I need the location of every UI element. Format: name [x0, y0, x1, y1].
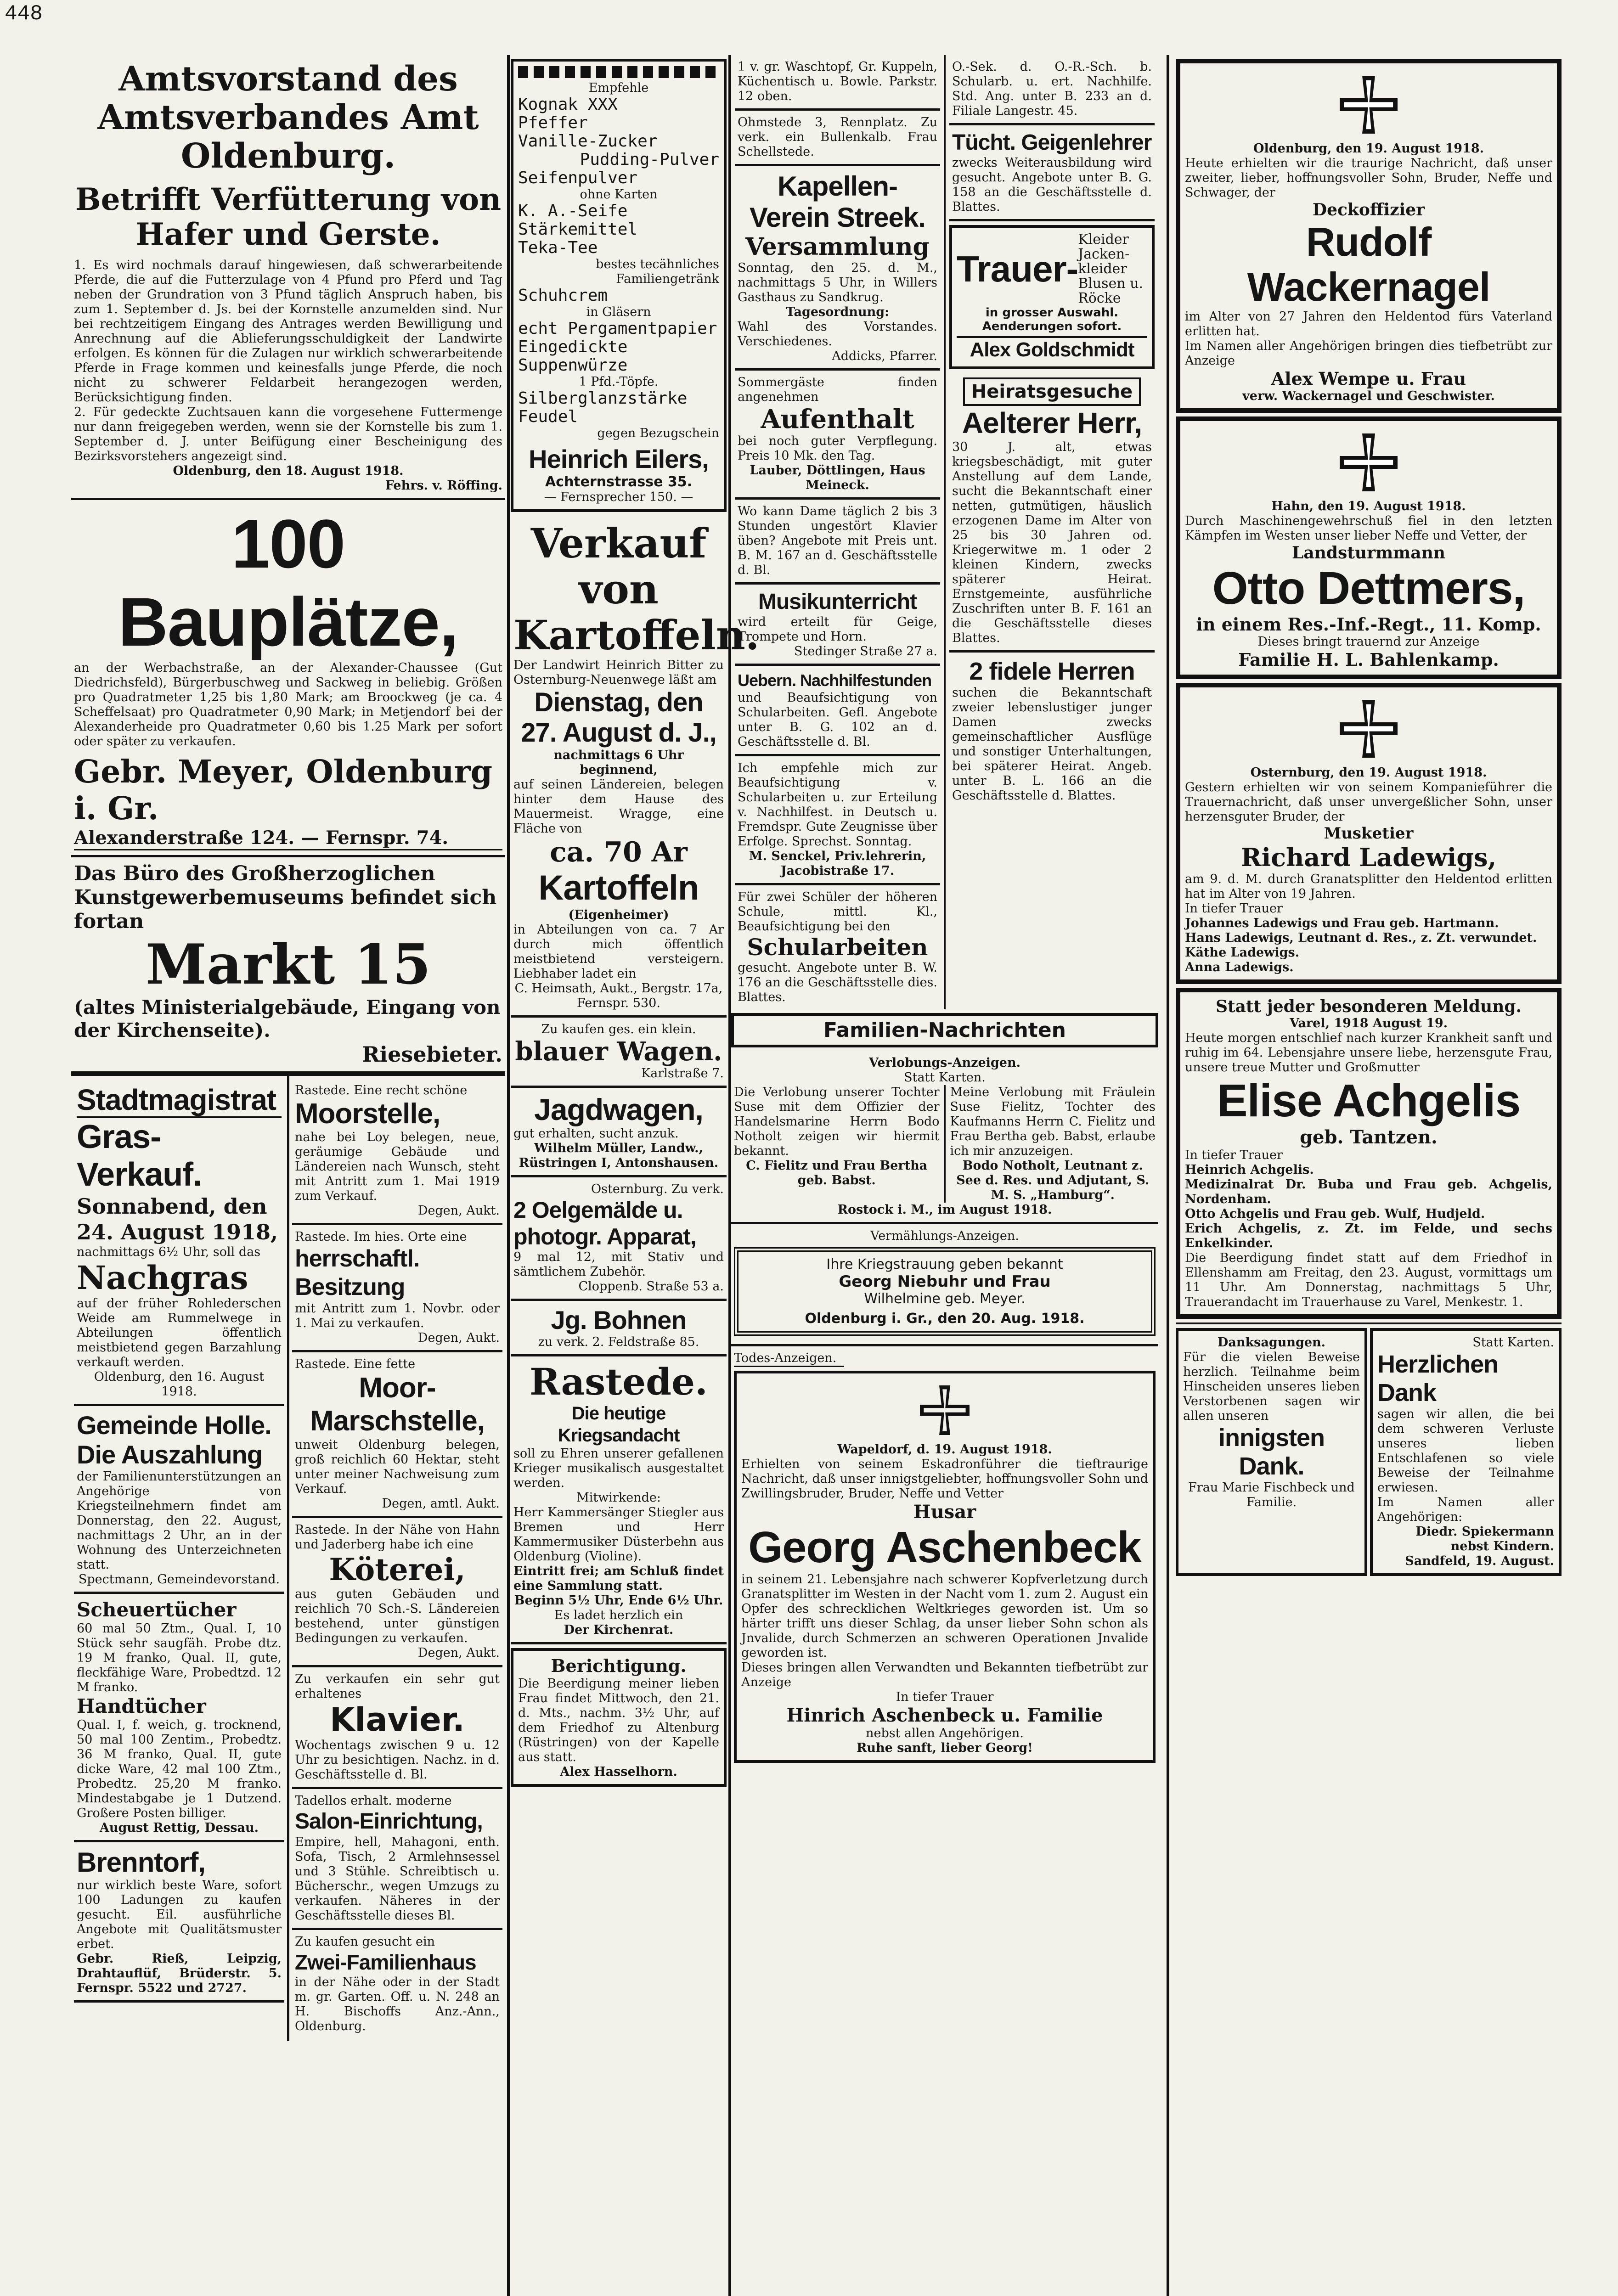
ad-rank: Musketier: [1324, 824, 1414, 843]
ad-date: Osternburg, den 19. August 1918.: [1250, 765, 1487, 780]
ad-text: mit Antritt zum 1. Novbr. oder 1. Mai zu verkaufen.: [295, 1301, 500, 1330]
ad-text: bei noch guter Verpflegung. Preis 10 Mk. den Tag.: [738, 434, 937, 463]
ad-berichtigung: [511, 1648, 727, 1787]
ad-sub: In tiefer Trauer: [1185, 901, 1283, 916]
ad-headline: Schularbeiten: [747, 934, 928, 961]
ad-stadtmagistrat: [74, 1079, 284, 1406]
ad-title: Gras-Verkauf.: [77, 1119, 202, 1193]
ad-intro: Statt Karten.: [904, 1070, 986, 1085]
ad-text: der Familienunterstützungen an Angehörige von Kriegsteilnehmern findet am Donnerstag, den 22. August, nachmittags 2 Uhr, an in der Wohnung des Unterzeichneten statt.: [77, 1469, 282, 1572]
product-item: Seifenpulver: [518, 169, 638, 187]
ad-signature: Alex Wempe u. Frau: [1271, 368, 1466, 389]
ad-text: Heute morgen entschlief nach kurzer Krankheit sanft und ruhig im 64. Lebensjahre unsere liebe, herzensgute Frau, unsere treue Mutter und Großmutter: [1185, 1031, 1552, 1075]
ad-text: Die Verlobung unserer Tochter Suse mit dem Offizier der Handelsmarine Herrn Bodo Notholt zeigen wir hiermit bekannt.: [734, 1085, 940, 1158]
ad-text: in seinem 21. Lebensjahre nach schwerer Kopfverletzung durch Granatsplitter im Westen in der Nacht vom 1. zum 2. August ein Opfer des schrecklichen Weltkrieges geworden ist. Um so härter trifft uns dieser Schlag, da unser lieber Sohn schon als Jnvalide, durch Schmerzen an schweren Operationen Jnvalide geworden ist.: [741, 1572, 1148, 1660]
ad-signature: C. Heimsath, Aukt., Bergstr. 17a, Fernspr. 530.: [514, 981, 723, 1010]
ad-intro: Rastede. Eine fette: [295, 1357, 416, 1371]
ad-danksagung-spiekermann: [1370, 1328, 1562, 1576]
ad-text: Herr Kammersänger Stiegler aus Bremen und Herr Kammermusiker Düsterbehn aus Oldenburg (Violine).: [513, 1505, 724, 1564]
ad-text: am 9. d. M. durch Granatsplitter den Heldentod erlitten hat im Alter von 19 Jahren.: [1185, 872, 1552, 901]
ad-aufenthalt: [735, 371, 940, 500]
ad-signature: Erich Achgelis, z. Zt. im Felde, und sechs Enkelkinder.: [1185, 1221, 1552, 1250]
ad-text: aus guten Gebäuden und reichlich 70 Sch.-S. Ländereien bestehend, unter günstigen Bedingungen zu verkaufen.: [295, 1587, 500, 1645]
ad-gemeinde-holle: [74, 1406, 284, 1594]
ad-signature: Hinrich Aschenbeck u. Familie: [786, 1705, 1103, 1726]
ad-date: Oldenburg, den 19. August 1918.: [1253, 141, 1484, 156]
ad-text: Dieses bringt trauernd zur Anzeige: [1257, 635, 1480, 649]
column-rule: [507, 55, 510, 2296]
ad-sub: In tiefer Trauer: [896, 1690, 994, 1704]
ad-date: Sandfeld, 19. August.: [1405, 1554, 1554, 1568]
ad-signature: Hans Ladewigs, Leutnant d. Res., z. Zt. verwundet.: [1185, 931, 1537, 945]
ad-date: Oldenburg, den 18. August 1918.: [173, 464, 404, 478]
ad-address: Cloppenb. Straße 53 a.: [578, 1279, 724, 1294]
ad-headline: Zwei-Familienhaus: [295, 1950, 476, 1974]
ad-headline: Gemeinde Holle.: [77, 1411, 271, 1440]
ad-goldschmidt: [949, 225, 1155, 369]
ad-headline: Statt jeder besonderen Meldung.: [1215, 997, 1522, 1016]
ad-rank: Deckoffizier: [1312, 200, 1425, 219]
ad-item: Nachgras: [77, 1259, 248, 1297]
product-item: Blusen u.: [1078, 276, 1144, 292]
ad-signature: Gebr. Rieß, Leipzig, Drahtauflüf, Brüderstr. 5. Fernspr. 5522 und 2727.: [77, 1952, 282, 1995]
ad-text: in der Nähe oder in der Stadt m. gr. Garten. Off. u. N. 248 an H. Bischoffs Anz.-Ann., Oldenburg.: [295, 1975, 500, 2033]
ad-sub: Tagesordnung:: [785, 305, 890, 319]
ad-text: in grosser Auswahl.: [985, 306, 1119, 320]
ad-signature: Wilhelm Müller, Landw., Rüstringen I, Antonshausen.: [519, 1141, 719, 1170]
ad-text: 1 v. gr. Waschtopf, Gr. Kuppeln, Küchentisch u. Bowle. Parkstr. 12 oben.: [738, 60, 937, 103]
ad-text: soll zu Ehren unserer gefallenen Krieger musikalisch ausgestaltet werden.: [513, 1446, 724, 1490]
product-item: Silberglanzstärke: [518, 389, 688, 408]
ad-headline: Scheuertücher: [77, 1598, 237, 1621]
ad-signature: August Rettig, Dessau.: [99, 1821, 259, 1835]
ad-signature: nebst allen Angehörigen.: [866, 1726, 1024, 1740]
ad-headline: Jagdwagen,: [534, 1092, 703, 1126]
ad-intro: Rastede. Im hies. Orte eine: [295, 1230, 467, 1244]
ad-time: nachmittags 6½ Uhr, soll das: [77, 1245, 261, 1259]
ad-text: 9 mal 12, mit Stativ und sämtlichem Zubehör.: [513, 1250, 724, 1279]
ad-date: Dienstag, den 27. August d. J.,: [521, 687, 716, 748]
ad-date: Oldenburg, den 16. August 1918.: [94, 1370, 265, 1399]
ad-headline: Uebern. Nachhilfestunden: [738, 671, 932, 690]
ad-signature: Es ladet herzlich ein: [554, 1608, 683, 1622]
ad-intro: Rastede. In der Nähe von Hahn und Jaderberg habe ich eine: [295, 1523, 500, 1552]
ad-name: Georg Aschenbeck: [748, 1523, 1141, 1572]
ad-name: Rudolf Wackernagel: [1247, 219, 1490, 310]
product-item: Schuhcrem: [518, 286, 608, 305]
ad-names: Georg Niebuhr und Frau: [839, 1272, 1051, 1291]
ad-text: Das Büro des Großherzoglichen Kunstgewerbemuseums befindet sich fortan: [74, 862, 497, 933]
ad-klavier-ueben: [735, 500, 940, 585]
ad-subject: Betrifft Verfütterung von Hafer und Gerste.: [75, 181, 502, 252]
ad-signature: Degen, Aukt.: [417, 1646, 500, 1660]
ad-text: Im Namen aller Angehörigen bringen dies tiefbetrübt zur Anzeige: [1185, 339, 1552, 368]
ad-text: nahe bei Loy belegen, neue, geräumige Gebäude und Ländereien nach Wunsch, steht mit Antritt zum 1. Mai 1919 zum Verkauf.: [295, 1130, 500, 1203]
ad-signature: Heinrich Achgelis.: [1185, 1163, 1314, 1177]
ad-text: Im Namen aller Angehörigen:: [1377, 1495, 1554, 1524]
section-familien-nachrichten: [731, 1013, 1158, 1047]
ad-date: Oldenburg i. Gr., den 20. Aug. 1918.: [805, 1311, 1085, 1327]
section-label: Verlobungs-Anzeigen.: [869, 1056, 1020, 1070]
ad-area: ca. 70 Ar: [550, 836, 688, 868]
ad-text: Dieses bringen allen Verwandten und Bekannten tiefbetrübt zur Anzeige: [741, 1660, 1148, 1689]
ad-todes-aschenbeck: [731, 1346, 1158, 1771]
ad-note: (altes Ministerialgebäude, Eingang von der Kirchenseite).: [74, 996, 501, 1041]
ad-text: Qual. I, f. weich, g. trocknend, 50 mal 100 Zentim., Probedtz. 36 M franko, Qual. II, gute dicke Ware, 42 mal 100 Ztm., Probedtz. 25,20 M franko. Mindestabgabe je 1 Dutzend. Großere Posten billiger.: [77, 1718, 282, 1820]
product-item: echt Pergamentpapier: [518, 319, 717, 338]
ad-headline: Rastede.: [530, 1360, 708, 1403]
ad-intro: Rastede. Eine recht schöne: [295, 1083, 468, 1097]
ad-musikunterricht: [735, 585, 940, 666]
ad-text: 60 mal 50 Ztm., Qual. I, 10 Stück sehr saugfäh. Probe dtz. 19 M franko, Qual. II, gute, fleckfähige Ware, Probedtzd. 12 M franko.: [77, 1621, 282, 1694]
product-note: gegen Bezugschein: [597, 426, 719, 440]
ad-schularbeiten: [735, 885, 940, 1009]
ad-todes-wackernagel: [1176, 59, 1562, 413]
ad-todes-achgelis: [1176, 988, 1562, 1319]
ad-headline: Jg. Bohnen: [551, 1306, 687, 1334]
ad-salon: [292, 1789, 502, 1930]
ad-text: 1. Es wird nochmals darauf hingewiesen, daß schwerarbeitende Pferde, die auf die Futterzulage von 4 Pfund pro Pferd und Tag neben der Grundration von 3 Pfund täglich Anspruch haben, bis zum 1. September d. Js. bei der Kornstelle anzumelden sind. Nur bei rechtzeitigem Eingang des Antrages werden Bewilligung und Anrechnung auf die Ablieferungsschuldigkeit der Landwirte erfolgen. Es können für die Zulagen nur wirklich schwerarbeitende Pferde in Frage kommen und keinesfalls junge Pferde, die noch nicht zu schwerer Feldarbeit herangezogen werden, Berücksichtigung finden.: [74, 258, 502, 405]
section-label: Vermählungs-Anzeigen.: [870, 1229, 1019, 1243]
ad-brenntorf: [74, 1842, 284, 2003]
ad-intro: Zu kaufen gesucht ein: [295, 1935, 435, 1949]
ornament-border: [518, 66, 719, 78]
ad-senckel: [735, 756, 940, 885]
section-label: Danksagungen.: [1217, 1335, 1326, 1350]
ad-name: Otto Dettmers,: [1212, 563, 1525, 614]
iron-cross-icon: [917, 1383, 972, 1438]
ad-marschstelle: [292, 1352, 502, 1518]
ad-date: Wapeldorf, d. 19. August 1918.: [837, 1442, 1052, 1457]
ad-text: Die Beerdigung findet statt auf dem Friedhof in Ellenshamm am Freitag, den 23. August, vormittags um 11 Uhr. Am Donnerstag, nachmittags 5 Uhr, Trauerandacht im Trauerhause zu Varel, Menkestr. 1.: [1185, 1251, 1552, 1309]
product-item: Kleider: [1078, 231, 1129, 248]
ad-text: Aenderungen sofort.: [982, 320, 1122, 333]
ad-fidele-herren: [949, 653, 1155, 808]
ad-text: zu verk. 2. Feldstraße 85.: [538, 1335, 699, 1349]
iron-cross-icon: [1336, 430, 1401, 495]
ad-bauplaetze: [71, 500, 505, 857]
ad-title: Die Auszahlung: [77, 1440, 262, 1469]
ad-name: Richard Ladewigs,: [1240, 843, 1497, 872]
ad-signature: Degen, Aukt.: [417, 1204, 500, 1218]
ad-headline: innigsten Dank.: [1218, 1424, 1325, 1480]
ad-signature: Fehrs. v. Röffing.: [385, 478, 502, 493]
ad-text: auf seinen Ländereien, belegen hinter dem Hause des Mauermeist. Wragge, eine Fläche von: [513, 777, 724, 836]
ad-signature: Familie H. L. Bahlenkamp.: [1238, 649, 1499, 670]
ad-text: 30 J. alt, etwas kriegsbeschädigt, mit guter Anstellung auf dem Lande, sucht die Bekanntschaft einer netten, gutmütigen, häuslich erzogenen Dame im Alter von 25 bis 30 Jahren od. Kriegerwitwe m. 1 oder 2 kleinen Kindern, zwecks späterer Heirat. Ernstgemeinte, ausführliche Zuschriften unter B. F. 161 an die Geschäftsstelle dieses Blattes.: [952, 440, 1152, 645]
ad-text: Ich empfehle mich zur Beaufsichtigung v. Schularbeiten u. zur Erteilung v. Nachhilfest. in Deutsch u. Fremdspr. Gute Zeugnisse über Erfolge. Sprechst. Sonntag.: [738, 761, 937, 849]
ad-signature: Degen, Aukt.: [417, 1331, 500, 1345]
product-item: Röcke: [1078, 290, 1121, 306]
ad-intro: Statt Karten.: [1472, 1335, 1554, 1350]
product-item: Vanille-Zucker: [518, 132, 658, 151]
ad-text: Ohmstede 3, Rennplatz. Zu verk. ein Bullenkalb. Frau Schellstede.: [738, 115, 937, 159]
ad-text: Die Beerdigung meiner lieben Frau findet Mittwoch, den 21. d. Mts., nachm. 3½ Uhr, auf dem Friedhof zu Altenburg (Rüstringen) von der Kapelle aus statt.: [518, 1677, 719, 1764]
iron-cross-icon: [1336, 73, 1401, 137]
ad-text: nur wirklich beste Ware, sofort 100 Ladungen zu kaufen gesucht. Eil. ausführliche Angebote mit Qualitätsmuster erbet.: [77, 1878, 282, 1951]
ad-headline: 100 Bauplätze,: [118, 505, 458, 660]
ad-bohnen: [511, 1301, 727, 1356]
ad-amtsvorstand: [71, 55, 505, 500]
ad-rank: Husar: [913, 1501, 976, 1523]
ad-headline: Trauer-: [957, 248, 1078, 289]
ad-headline: Aufenthalt: [761, 404, 914, 434]
ad-moorstelle: [292, 1079, 502, 1225]
ad-blauer-wagen: [511, 1018, 727, 1088]
ad-text: Durch Maschinengewehrschuß fiel in den letzten Kämpfen im Westen unser lieber Neffe und Vetter, der: [1185, 514, 1552, 543]
ad-headline: Moor-Marschstelle,: [310, 1372, 485, 1437]
ad-markt-15: [71, 857, 505, 1074]
ad-text: gesucht. Angebote unter B. W. 176 an die Geschäftsstelle dies. Blattes.: [738, 961, 937, 1004]
ad-klavier: [292, 1667, 502, 1789]
ad-title: Versammlung: [745, 233, 930, 261]
ad-headline: Tücht. Geigenlehrer: [952, 130, 1152, 155]
ad-signature: C. Fielitz und Frau Bertha geb. Babst.: [746, 1159, 928, 1187]
ad-text: und Beaufsichtigung von Schularbeiten. Gefl. Angebote unter B. G. 102 an d. Geschäftsstelle d. Bl.: [738, 691, 937, 749]
ad-kapellen-verein: [735, 166, 940, 371]
product-item: Eingedickte Suppenwürze: [518, 338, 628, 375]
ad-rank: Landsturmmann: [1292, 543, 1445, 563]
section-title: Familien-Nachrichten: [823, 1019, 1066, 1042]
ad-closing: Ruhe sanft, lieber Georg!: [856, 1741, 1033, 1755]
ad-jagdwagen: [511, 1088, 727, 1177]
product-item: Pudding-Pulver: [580, 150, 719, 169]
ad-intro: Sommergäste finden angenehmen: [738, 375, 937, 404]
ad-text: wird erteilt für Geige, Trompete und Horn.: [738, 615, 937, 644]
ad-signature: Addicks, Pfarrer.: [832, 349, 937, 363]
ad-text: Wo kann Dame täglich 2 bis 3 Stunden ungestört Klavier üben? Angebote mit Preis unt. B. M. 167 an d. Geschäftsstelle d. Bl.: [738, 504, 937, 577]
ad-unit: in einem Res.-Inf.-Regt., 11. Komp.: [1196, 614, 1541, 635]
column-3: [731, 55, 1158, 1771]
ad-headline: herrschaftl. Besitzung: [295, 1245, 420, 1300]
ad-headline: Markt 15: [145, 932, 431, 997]
ad-time: Beginn 5½ Uhr, Ende 6½ Uhr.: [514, 1593, 723, 1608]
ad-headline: Kapellen-Verein Streek.: [750, 171, 925, 233]
ad-born: geb. Tantzen.: [1300, 1126, 1438, 1148]
ad-headline: Amtsvorstand des Amtsverbandes Amt Oldenburg.: [97, 59, 479, 176]
ad-headline: Herzlichen Dank: [1377, 1351, 1499, 1407]
ad-text: unweit Oldenburg belegen, groß reichlich 60 Hektar, steht unter meiner Nachweisung zum Verkauf.: [295, 1438, 500, 1496]
ad-text: Der Landwirt Heinrich Bitter zu Osternburg-Neuenwege läßt am: [513, 658, 724, 687]
product-item: Kognak XXX: [518, 95, 618, 114]
ad-date: Hahn, den 19. August 1918.: [1271, 499, 1466, 513]
ad-text: Wochentags zwischen 9 u. 12 Uhr zu besichtigen. Nachz. in d. Geschäftsstelle d. Bl.: [295, 1738, 500, 1782]
section-label: Heiratsgesuche: [963, 377, 1141, 406]
ad-address: Karlstraße 7.: [641, 1066, 724, 1080]
ad-nachhilfe: [735, 666, 940, 756]
ad-signature: Frau Marie Fischbeck und Familie.: [1188, 1480, 1355, 1509]
ad-date: Sonnabend, den 24. August 1918,: [77, 1194, 278, 1244]
ad-signature: Käthe Ladewigs.: [1185, 945, 1300, 960]
ad-text: im Alter von 27 Jahren den Heldentod fürs Vaterland erlitten hat.: [1185, 310, 1552, 338]
ad-koeterei: [292, 1518, 502, 1667]
iron-cross-icon: [1336, 697, 1401, 761]
ad-text: Wahl des Vorstandes. Verschiedenes.: [738, 320, 937, 349]
ad-text: auf der früher Rohlederschen Weide am Rummelwege in Abteilungen öffentlich meistbietend gegen Barzahlung verkauft werden.: [77, 1296, 282, 1369]
product-item: Jacken-kleider: [1078, 246, 1130, 277]
ad-intro: Zu kaufen ges. ein klein.: [541, 1022, 696, 1036]
ad-oelgemaelde: [511, 1177, 727, 1301]
ad-signature: Johannes Ladewigs und Frau geb. Hartmann.: [1185, 916, 1499, 930]
ad-text: zwecks Weiterausbildung wird gesucht. Angebote unter B. G. 158 an die Geschäftsstelle d. Blattes.: [952, 156, 1152, 214]
product-note: 1 Pfd.-Töpfe.: [579, 375, 659, 389]
ad-bullenkalb: [735, 111, 940, 166]
ad-date: Varel, 1918 August 19.: [1289, 1016, 1448, 1030]
column-4: [1176, 55, 1562, 1580]
ad-headline: Klavier.: [330, 1701, 465, 1739]
ad-firm: Gebr. Meyer, Oldenburg i. Gr.: [74, 754, 493, 827]
ad-text: Heute erhielten wir die traurige Nachricht, daß unser zweiter, lieber, hoffnungsvoller Sohn, Bruder, Neffe und Schwager, der: [1185, 156, 1552, 200]
ad-signature: Riesebieter.: [362, 1042, 502, 1067]
ad-intro: Osternburg. Zu verk.: [591, 1182, 724, 1196]
ad-intro: Für zwei Schüler der höheren Schule, mittl. Kl., Beaufsichtigung bei den: [738, 890, 937, 934]
ad-headline: Handtücher: [77, 1695, 206, 1717]
ad-scheuertuecher: [74, 1594, 284, 1842]
ad-text: Ihre Kriegstrauung geben bekannt: [826, 1256, 1063, 1272]
ad-firm: Alex Goldschmidt: [957, 336, 1147, 362]
product-item: K. A.-Seife: [518, 202, 628, 220]
product-item: Pfeffer: [518, 113, 588, 132]
ad-signature: Degen, amtl. Aukt.: [382, 1497, 500, 1511]
ad-signature: Alex Hasselhorn.: [560, 1765, 677, 1779]
ad-besitzung: [292, 1225, 502, 1352]
ad-headline: Brenntorf,: [77, 1847, 205, 1878]
ad-rastede-kriegsandacht: [511, 1356, 727, 1644]
ad-intro: Zu verkaufen ein sehr gut erhaltenes: [295, 1672, 500, 1701]
ad-headline: 2 fidele Herren: [969, 658, 1135, 685]
column-rule: [1167, 55, 1169, 2296]
column-1: [71, 55, 505, 2041]
ad-text: Empire, hell, Mahagoni, enth. Sofa, Tisch, 2 Armlehnsessel und 3 Stühle. Schreibtisch u. Bücherschr., wegen Umzugs zu verkaufen. Näheres in der Geschäftsstelle dieses Bl.: [295, 1835, 500, 1923]
ad-intro: Empfehle: [588, 81, 649, 95]
ad-signature: Bodo Notholt, Leutnant z. See d. Res. und Adjutant, S. M. S. „Hamburg“.: [956, 1159, 1150, 1202]
ad-headline: Aelterer Herr,: [962, 406, 1142, 439]
ad-address: Stedinger Straße 27 a.: [794, 644, 937, 658]
ad-signature: Medizinalrat Dr. Buba und Frau geb. Achgelis, Nordenham.: [1185, 1177, 1552, 1206]
ad-headline: Köterei,: [329, 1552, 466, 1587]
ad-waschtopf: [735, 55, 940, 111]
ad-text: Eintritt frei; am Schluß findet eine Sammlung statt.: [513, 1564, 724, 1593]
ad-signature: M. Senckel, Priv.lehrerin, Jacobistraße 17.: [749, 849, 926, 878]
ad-date: Rostock i. M., im August 1918.: [837, 1203, 1052, 1217]
ad-firm: Heinrich Eilers,: [529, 445, 709, 473]
ad-text: Meine Verlobung mit Fräulein Suse Fielitz, Tochter des Kaufmanns Herrn C. Fielitz und Frau Bertha geb. Babst, erlaube ich mir anzuzeigen.: [950, 1085, 1156, 1158]
product-note: in Gläsern: [586, 305, 651, 319]
ad-vermaehlung: [731, 1224, 1158, 1346]
product-item: Feudel: [518, 407, 578, 426]
ad-headline: Berichtigung.: [551, 1655, 687, 1676]
ad-signature: Diedr. Spiekermann nebst Kindern.: [1415, 1525, 1554, 1553]
ad-headline: Stadtmagistrat: [77, 1083, 282, 1118]
ad-sub: Mitwirkende:: [576, 1491, 661, 1505]
ad-text: Erhielten von seinem Eskadronführer die tieftraurige Nachricht, daß unser innigstgeliebter, hoffnungsvoller Sohn und Zwillingsbruder, Bruder, Neffe und Vetter: [741, 1457, 1148, 1501]
ad-headline: Verkauf von Kartoffeln.: [513, 519, 760, 659]
ad-text: O.-Sek. d. O.-R.-Sch. b. Schularb. u. ert. Nachhilfe. Std. Ang. unter B. 233 an d. Filiale Langestr. 45.: [952, 60, 1152, 118]
ad-text: 2. Für gedeckte Zuchtsauen kann die vorgesehene Futtermenge nur dann freigegeben werden, wenn sie der Kornstelle bis zum 1. September d. J. unter Beifügung einer Bescheinigung des Bezirksvorstehers angezeigt sind.: [74, 405, 502, 463]
ad-geigenlehrer: [949, 125, 1155, 221]
ad-todes-ladewigs: [1176, 683, 1562, 984]
ad-sub: In tiefer Trauer: [1185, 1148, 1283, 1162]
ad-title: Die heutige Kriegsandacht: [558, 1403, 680, 1446]
ad-phone: — Fernsprecher 150. —: [544, 490, 693, 504]
ad-item: Kartoffeln: [538, 868, 699, 907]
ad-heiratsgesuch: [949, 373, 1155, 653]
ad-signature: Lauber, Döttlingen, Haus Meineck.: [750, 463, 925, 492]
ad-danksagung-fischbeck: [1176, 1328, 1367, 1576]
product-note: bestes tecähnliches Familiengetränk: [596, 257, 719, 286]
section-label: Todes-Anzeigen.: [734, 1351, 844, 1367]
ad-verlobung: [731, 1051, 1158, 1224]
product-item: Stärkemittel: [518, 220, 638, 239]
column-2: [511, 55, 760, 1790]
ad-time: nachmittags 6 Uhr beginnend,: [553, 748, 684, 777]
ad-text: sagen wir allen, die bei dem schweren Verluste unseres lieben Entschlafenen so viele Beweise der Teilnahme erwiesen.: [1377, 1407, 1554, 1495]
ad-text: Wilhelmine geb. Meyer.: [864, 1291, 1026, 1307]
product-note: ohne Karten: [580, 187, 658, 202]
ad-text: gut erhalten, sucht anzuk.: [513, 1126, 679, 1141]
ad-address: Alexanderstraße 124. — Fernspr. 74.: [74, 827, 502, 850]
ad-headline: Musikunterricht: [758, 590, 917, 614]
ad-text: Gestern erhielten wir von seinem Kompanieführer die Trauernachricht, daß unser unvergeßlicher Sohn, unser herzensguter Bruder, der: [1185, 780, 1552, 824]
ad-headline: blauer Wagen.: [515, 1036, 722, 1067]
ad-zweifamilienhaus: [292, 1930, 502, 2038]
ad-signature: Spectmann, Gemeindevorstand.: [78, 1572, 280, 1587]
ad-headline: Salon-Einrichtung,: [295, 1809, 483, 1834]
ad-address: Achternstrasse 35.: [545, 474, 693, 490]
ad-name: Elise Achgelis: [1217, 1075, 1521, 1126]
ad-kartoffeln: [511, 516, 760, 1018]
ad-todes-dettmers: [1176, 416, 1562, 679]
page-number: 448: [5, 2, 43, 26]
ad-text: Für die vielen Beweise herzlich. Teilnahme beim Hinscheiden unseres lieben Verstorbenen sagen wir allen unseren: [1183, 1350, 1360, 1423]
ad-text: an der Werbachstraße, an der Alexander-Chaussee (Gut Diedrichsfeld), Bürgerbuschweg und Sackweg in beliebig. Größen pro Quadratmeter 1,25 bis 1,80 Mark; am Broockweg (je ca. 4 Scheffelsaat) pro Quadratmeter 0,90 Mark; in Metjendorf bei der Alexanderheide pro Quadratmeter 0,60 bis 1.25 Mark per sofort oder später zu verkaufen.: [74, 661, 502, 748]
ad-text: Sonntag, den 25. d. M., nachmittags 5 Uhr, in Willers Gasthaus zu Sandkrug.: [738, 261, 937, 304]
ad-signature: verw. Wackernagel und Geschwister.: [1242, 389, 1495, 403]
ad-headline: Moorstelle,: [295, 1098, 440, 1130]
ad-signature: Anna Ladewigs.: [1185, 960, 1294, 974]
ad-text: in Abteilungen von ca. 7 Ar durch mich öffentlich meistbietend versteigern. Liebhaber ladet ein: [513, 923, 724, 981]
ad-signature: Otto Achgelis und Frau geb. Wulf, Hudjeld.: [1185, 1207, 1485, 1221]
ad-signature: Der Kirchenrat.: [564, 1623, 674, 1637]
ad-schularbeit-hilfe: [949, 55, 1155, 125]
ad-sub: (Eigenheimer): [568, 908, 669, 922]
ad-headline: 2 Oelgemälde u. photogr. Apparat,: [513, 1197, 696, 1249]
product-item: Teka-Tee: [518, 238, 598, 257]
ad-intro: Tadellos erhalt. moderne: [295, 1794, 452, 1808]
ad-heinrich-eilers: [511, 59, 727, 512]
ad-text: suchen die Bekanntschaft zweier lebenslustiger junger Damen zwecks gemeinschaftlicher Ausflüge und sonstiger Unterhaltungen, bei späterer Heirat. Angeb. unter B. L. 166 an die Geschäftsstelle d. Blattes.: [952, 686, 1152, 803]
